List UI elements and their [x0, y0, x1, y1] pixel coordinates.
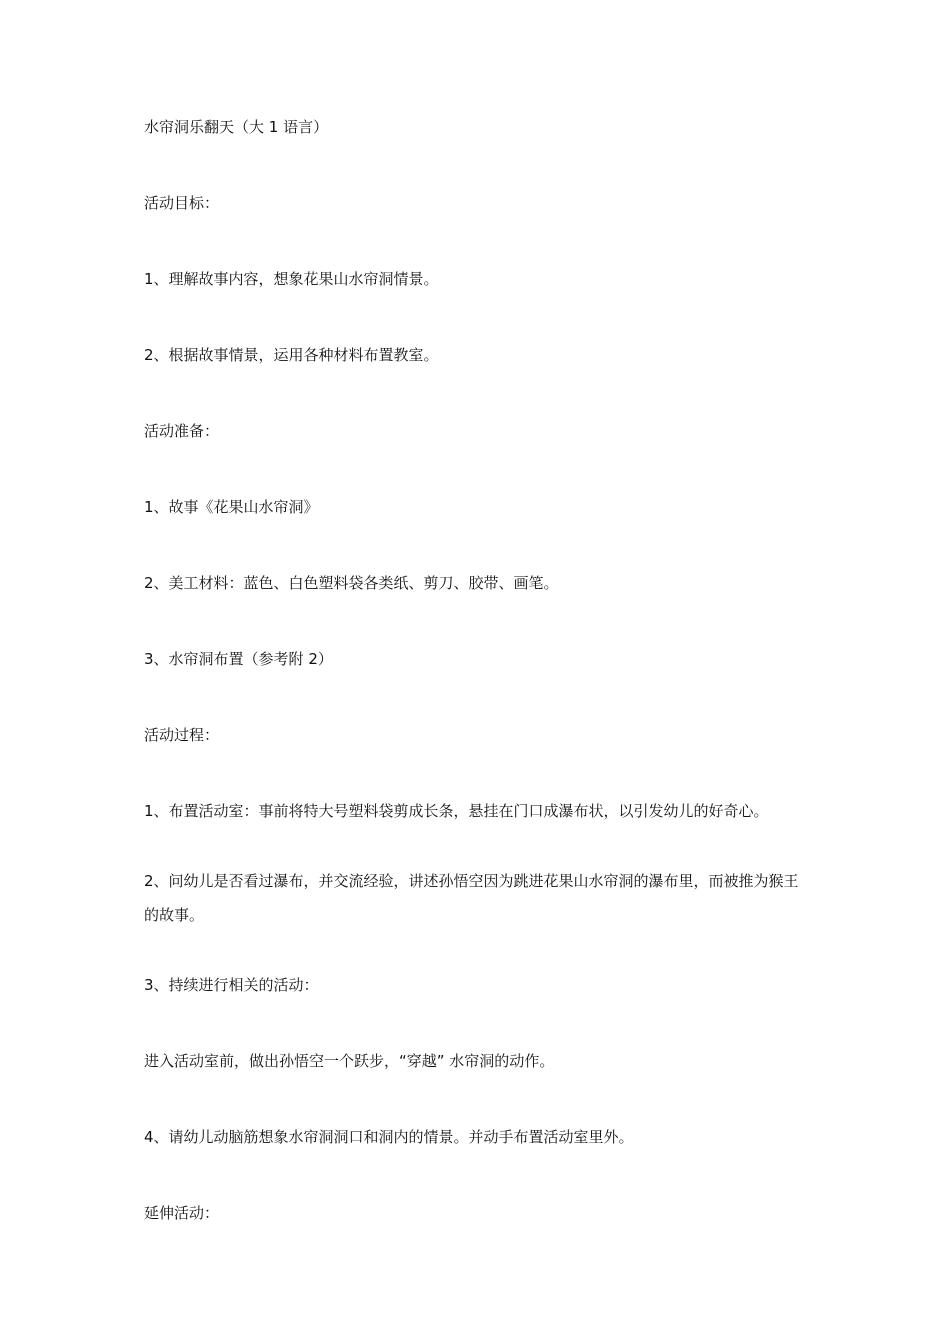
process-item-3: 3、持续进行相关的活动：	[144, 976, 319, 994]
goal-item-2: 2、根据故事情景，运用各种材料布置教室。	[144, 346, 439, 364]
preparation-item-1: 1、故事《花果山水帘洞》	[144, 498, 319, 516]
section-heading-extension: 延伸活动：	[144, 1204, 220, 1222]
preparation-item-2: 2、美工材料：蓝色、白色塑料袋各类纸、剪刀、胶带、画笔。	[144, 574, 559, 592]
section-heading-process: 活动过程：	[144, 726, 220, 744]
preparation-item-3: 3、水帘洞布置（参考附 2）	[144, 650, 333, 668]
process-item-2: 2、问幼儿是否看过瀑布，并交流经验，讲述孙悟空因为跳进花果山水帘洞的瀑布里，而被推为猴王的故事。	[144, 872, 799, 924]
process-item-3-detail: 进入活动室前，做出孙悟空一个跃步，“穿越” 水帘洞的动作。	[144, 1052, 555, 1070]
document-body	[144, 110, 812, 1272]
section-heading-goals: 活动目标：	[144, 194, 220, 212]
goal-item-1: 1、理解故事内容，想象花果山水帘洞情景。	[144, 270, 439, 288]
document-title: 水帘洞乐翻天（大 1 语言）	[144, 118, 329, 136]
process-item-1: 1、布置活动室：事前将特大号塑料袋剪成长条，悬挂在门口成瀑布状，以引发幼儿的好奇心。	[144, 802, 769, 820]
section-heading-preparation: 活动准备：	[144, 422, 220, 440]
process-item-4: 4、请幼儿动脑筋想象水帘洞洞口和洞内的情景。并动手布置活动室里外。	[144, 1128, 634, 1146]
